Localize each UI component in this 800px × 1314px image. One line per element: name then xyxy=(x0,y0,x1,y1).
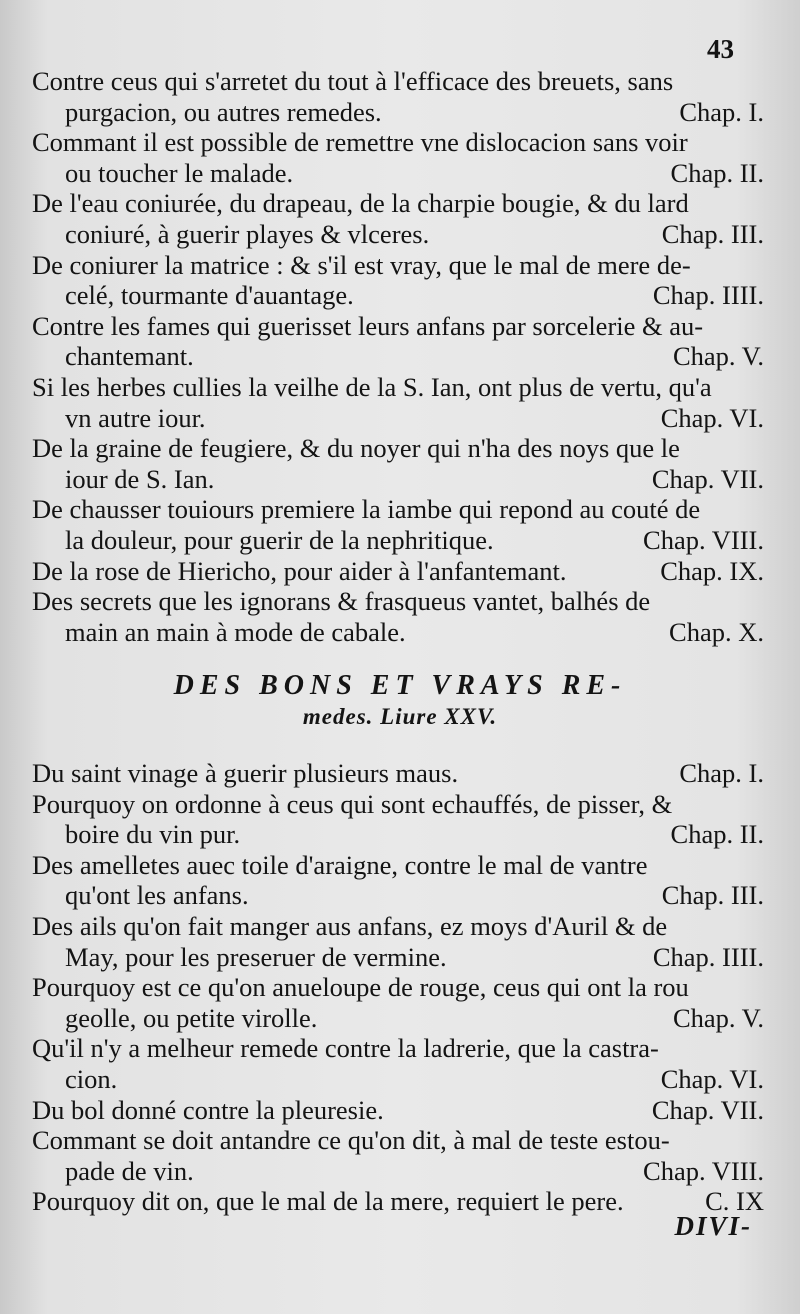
entry-line xyxy=(32,280,764,311)
entry-line xyxy=(32,617,764,648)
chapter-number: Chap. VII. xyxy=(651,1094,764,1125)
entry-line xyxy=(32,972,764,1003)
chapter-number: Chap. X. xyxy=(669,616,764,647)
entry-text: De coniurer la matrice : & s'il est vray, que le mal de mere de- xyxy=(32,249,691,280)
entry-text: purgacion, ou autres remedes. xyxy=(65,96,382,127)
entry-text: qu'ont les anfans. xyxy=(65,880,249,911)
entry-text: chantemant. xyxy=(65,341,194,372)
entry-line xyxy=(32,464,764,495)
entry-line xyxy=(32,97,764,128)
entry-text: coniuré, à guerir playes & vlceres. xyxy=(65,218,430,249)
chapter-number: Chap. I. xyxy=(679,96,764,127)
chapter-number: Chap. VI. xyxy=(660,1063,764,1094)
section-heading xyxy=(0,670,800,730)
entry-text: iour de S. Ian. xyxy=(65,463,215,494)
toc-entry xyxy=(32,311,764,372)
toc-entry xyxy=(32,789,764,850)
page-number: 43 xyxy=(707,34,734,64)
chapter-number: Chap. VI. xyxy=(660,402,764,433)
entry-line xyxy=(32,1064,764,1095)
toc-entry xyxy=(32,1095,764,1126)
entry-line xyxy=(32,158,764,189)
entry-line xyxy=(32,586,764,617)
entry-line xyxy=(32,372,764,403)
chapter-list-book-24 xyxy=(32,66,764,647)
toc-entry xyxy=(32,850,764,911)
entry-line xyxy=(32,1003,764,1034)
entry-line xyxy=(32,219,764,250)
entry-text: Contre ceus qui s'arretet du tout à l'efficace des breuets, sans xyxy=(32,66,674,96)
toc-entry xyxy=(32,556,764,587)
toc-entry xyxy=(32,911,764,972)
chapter-number: Chap. I. xyxy=(679,758,764,788)
chapter-number: Chap. II. xyxy=(670,157,764,188)
heading-line-1: DES BONS ET VRAYS RE- xyxy=(173,670,627,701)
entry-line xyxy=(32,127,764,158)
entry-text: Qu'il n'y a melheur remede contre la ladrerie, que la castra- xyxy=(32,1033,659,1064)
chapter-number: Chap. III. xyxy=(661,880,764,911)
toc-entry xyxy=(32,1033,764,1094)
entry-line xyxy=(32,911,764,942)
toc-entry xyxy=(32,127,764,188)
entry-text: Des amelletes auec toile d'araigne, contre le mal de vantre xyxy=(32,849,648,880)
entry-line xyxy=(32,1095,764,1126)
chapter-number: Chap. IIII. xyxy=(652,280,764,311)
entry-line xyxy=(32,1156,764,1187)
entry-line xyxy=(32,341,764,372)
entry-line xyxy=(32,66,764,97)
entry-line xyxy=(32,819,764,850)
toc-entry xyxy=(32,433,764,494)
toc-entry xyxy=(32,372,764,433)
entry-line xyxy=(32,403,764,434)
entry-text: Du saint vinage à guerir plusieurs maus. xyxy=(32,758,459,788)
entry-text: vn autre iour. xyxy=(65,402,206,433)
chapter-number: Chap. VIII. xyxy=(643,524,764,555)
entry-text: Commant se doit antandre ce qu'on dit, à mal de teste estou- xyxy=(32,1125,670,1156)
entry-text: Du bol donné contre la pleuresie. xyxy=(32,1094,384,1125)
entry-line xyxy=(32,880,764,911)
chapter-list-book-25 xyxy=(32,758,764,1217)
entry-text: De l'eau coniurée, du drapeau, de la charpie bougie, & du lard xyxy=(32,188,689,219)
entry-text: Pourquoy est ce qu'on anueloupe de rouge, ceus qui ont la rou xyxy=(32,972,689,1003)
entry-line xyxy=(32,850,764,881)
entry-text: Commant il est possible de remettre vne dislocacion sans voir xyxy=(32,127,688,158)
entry-line xyxy=(32,311,764,342)
toc-entry xyxy=(32,586,764,647)
chapter-number: Chap. III. xyxy=(661,218,764,249)
toc-entry xyxy=(32,494,764,555)
entry-text: Des ails qu'on fait manger aus anfans, ez moys d'Auril & de xyxy=(32,910,668,941)
toc-entry xyxy=(32,188,764,249)
entry-line xyxy=(32,1033,764,1064)
entry-text: Pourquoy on ordonne à ceus qui sont echauffés, de pisser, & xyxy=(32,788,673,819)
entry-line xyxy=(32,942,764,973)
entry-line xyxy=(32,556,764,587)
entry-line xyxy=(32,758,764,789)
chapter-number: Chap. VIII. xyxy=(643,1155,764,1186)
entry-text: ou toucher le malade. xyxy=(65,157,294,188)
toc-entry xyxy=(32,1186,764,1217)
entry-line xyxy=(32,1125,764,1156)
chapter-number: Chap. V. xyxy=(672,1002,764,1033)
entry-line xyxy=(32,188,764,219)
chapter-number: Chap. II. xyxy=(670,819,764,850)
chapter-number: Chap. VII. xyxy=(651,463,764,494)
chapter-number: C. IX xyxy=(705,1186,764,1217)
toc-entry xyxy=(32,758,764,789)
entry-text: cion. xyxy=(65,1063,118,1094)
entry-line xyxy=(32,1186,764,1217)
entry-line xyxy=(32,250,764,281)
entry-text: De la rose de Hiericho, pour aider à l'anfantemant. xyxy=(32,555,567,586)
entry-text: geolle, ou petite virolle. xyxy=(65,1002,318,1033)
entry-text: celé, tourmante d'auantage. xyxy=(65,280,354,311)
entry-text: boire du vin pur. xyxy=(65,819,241,850)
chapter-number: Chap. V. xyxy=(672,341,764,372)
chapter-number: Chap. IIII. xyxy=(652,941,764,972)
catchword: DIVI- xyxy=(674,1211,752,1241)
entry-line xyxy=(32,494,764,525)
entry-line xyxy=(32,433,764,464)
entry-text: Contre les fames qui guerisset leurs anfans par sorcelerie & au- xyxy=(32,310,704,341)
entry-text: Des secrets que les ignorans & frasqueus vantet, balhés de xyxy=(32,586,651,617)
entry-text: May, pour les preseruer de vermine. xyxy=(65,941,447,972)
entry-text: main an main à mode de cabale. xyxy=(65,616,406,647)
entry-line xyxy=(32,525,764,556)
entry-text: De chausser touiours premiere la iambe qui repond au couté de xyxy=(32,494,701,525)
entry-text: la douleur, pour guerir de la nephritique. xyxy=(65,524,494,555)
entry-text: Pourquoy dit on, que le mal de la mere, requiert le pere. xyxy=(32,1186,624,1217)
entry-line xyxy=(32,789,764,820)
chapter-number: Chap. IX. xyxy=(660,555,764,586)
heading-line-2: medes. Liure XXV. xyxy=(302,704,498,729)
toc-entry xyxy=(32,972,764,1033)
toc-entry xyxy=(32,66,764,127)
toc-entry xyxy=(32,250,764,311)
entry-text: De la graine de feugiere, & du noyer qui n'ha des noys que le xyxy=(32,433,680,464)
entry-text: pade de vin. xyxy=(65,1155,194,1186)
toc-entry xyxy=(32,1125,764,1186)
entry-text: Si les herbes cullies la veilhe de la S. Ian, ont plus de vertu, qu'a xyxy=(32,371,712,402)
